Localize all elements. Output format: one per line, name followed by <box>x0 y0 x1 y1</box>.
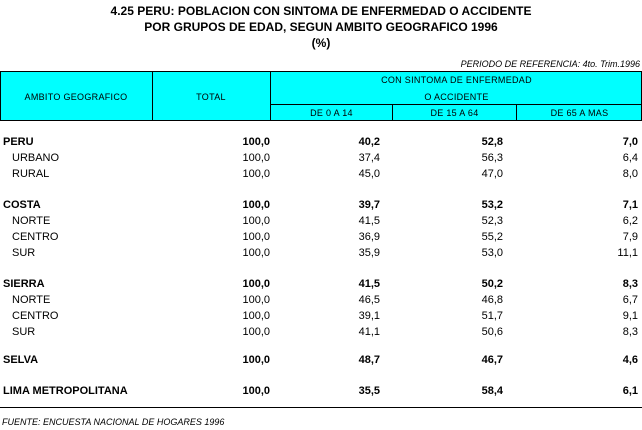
row-total: 100,0 <box>242 326 270 338</box>
row-label: CENTRO <box>12 231 59 243</box>
row-65-mas: 6,1 <box>622 385 638 397</box>
row-label: NORTE <box>12 294 51 306</box>
table-row <box>0 292 642 308</box>
table-row <box>0 166 642 182</box>
row-15-64: 50,6 <box>481 326 503 338</box>
row-15-64: 56,3 <box>481 152 503 164</box>
row-65-mas: 4,6 <box>622 354 638 366</box>
row-0-14: 39,1 <box>358 310 380 322</box>
row-0-14: 40,2 <box>358 136 380 148</box>
table-row <box>0 197 642 213</box>
header-total: TOTAL <box>196 92 226 102</box>
header-divider-1 <box>152 71 153 121</box>
table-row <box>0 308 642 324</box>
row-15-64: 55,2 <box>481 231 503 243</box>
row-total: 100,0 <box>242 215 270 227</box>
reference-period: PERIODO DE REFERENCIA: 4to. Trim.1996 <box>460 59 640 69</box>
title-line-3: (%) <box>311 36 331 50</box>
title-line-1: 4.25 PERU: POBLACION CON SINTOMA DE ENFERMEDAD O ACCIDENTE <box>110 4 532 18</box>
header-bottom-rule <box>0 120 642 121</box>
header-group-line2: O ACCIDENTE <box>424 92 489 102</box>
row-label: SUR <box>12 326 36 338</box>
row-0-14: 37,4 <box>358 152 380 164</box>
row-65-mas: 11,1 <box>617 247 638 259</box>
table-row <box>0 245 642 261</box>
row-label: SIERRA <box>3 278 45 290</box>
header-col-65-mas: DE 65 A MAS <box>550 108 609 118</box>
row-total: 100,0 <box>242 310 270 322</box>
table-header <box>0 72 642 120</box>
table-title <box>0 3 642 51</box>
row-label: URBANO <box>12 152 60 164</box>
row-15-64: 50,2 <box>481 278 503 290</box>
row-0-14: 46,5 <box>358 294 380 306</box>
row-label: SELVA <box>3 354 39 366</box>
row-65-mas: 8,3 <box>622 278 638 290</box>
row-total: 100,0 <box>242 354 270 366</box>
header-divider-3 <box>392 104 393 121</box>
table-row <box>0 213 642 229</box>
row-0-14: 41,5 <box>358 278 380 290</box>
row-65-mas: 7,0 <box>622 136 638 148</box>
row-0-14: 35,9 <box>358 247 380 259</box>
row-15-64: 53,2 <box>481 199 503 211</box>
header-ambito: AMBITO GEOGRAFICO <box>24 92 128 102</box>
row-label: NORTE <box>12 215 51 227</box>
row-65-mas: 6,2 <box>622 215 638 227</box>
row-label: CENTRO <box>12 310 59 322</box>
header-col-15-64: DE 15 A 64 <box>430 108 479 118</box>
table-row <box>0 150 642 166</box>
row-0-14: 39,7 <box>358 199 380 211</box>
row-total: 100,0 <box>242 152 270 164</box>
row-65-mas: 8,3 <box>622 326 638 338</box>
table-row <box>0 134 642 150</box>
row-total: 100,0 <box>242 385 270 397</box>
header-left-border <box>0 71 1 121</box>
row-label: SUR <box>12 247 36 259</box>
row-0-14: 35,5 <box>358 385 380 397</box>
row-15-64: 46,7 <box>481 354 503 366</box>
row-15-64: 52,8 <box>481 136 503 148</box>
row-65-mas: 7,9 <box>622 231 638 243</box>
row-label: LIMA METROPOLITANA <box>3 385 128 397</box>
row-65-mas: 7,1 <box>622 199 638 211</box>
title-line-2: POR GRUPOS DE EDAD, SEGUN AMBITO GEOGRAFICO 1996 <box>144 20 498 34</box>
header-divider-2 <box>270 71 271 121</box>
row-label: PERU <box>3 136 34 148</box>
row-15-64: 46,8 <box>481 294 503 306</box>
row-0-14: 45,0 <box>358 168 380 180</box>
header-col-0-14: DE 0 A 14 <box>310 108 353 118</box>
row-total: 100,0 <box>242 199 270 211</box>
row-15-64: 53,0 <box>481 247 503 259</box>
table-row <box>0 229 642 245</box>
row-15-64: 51,7 <box>481 310 503 322</box>
row-15-64: 52,3 <box>481 215 503 227</box>
header-subgroup-rule <box>271 104 642 105</box>
row-15-64: 58,4 <box>481 385 503 397</box>
table-bottom-rule <box>0 407 642 408</box>
row-0-14: 41,1 <box>358 326 380 338</box>
row-total: 100,0 <box>242 294 270 306</box>
row-0-14: 48,7 <box>358 354 380 366</box>
row-0-14: 41,5 <box>358 215 380 227</box>
row-65-mas: 9,1 <box>622 310 638 322</box>
row-label: RURAL <box>12 168 50 180</box>
row-label: COSTA <box>3 199 41 211</box>
table-row <box>0 352 642 368</box>
header-group-line1: CON SINTOMA DE ENFERMEDAD <box>381 75 532 85</box>
row-total: 100,0 <box>242 231 270 243</box>
header-divider-4 <box>516 104 517 121</box>
table-row <box>0 383 642 399</box>
row-total: 100,0 <box>242 247 270 259</box>
source-note: FUENTE: ENCUESTA NACIONAL DE HOGARES 1996 <box>2 417 225 427</box>
row-15-64: 47,0 <box>481 168 503 180</box>
header-top-rule <box>0 71 642 72</box>
row-65-mas: 6,4 <box>622 152 638 164</box>
row-65-mas: 8,0 <box>622 168 638 180</box>
row-total: 100,0 <box>242 168 270 180</box>
row-total: 100,0 <box>242 136 270 148</box>
table-row <box>0 324 642 340</box>
table-row <box>0 276 642 292</box>
row-65-mas: 6,7 <box>622 294 638 306</box>
row-0-14: 36,9 <box>358 231 380 243</box>
row-total: 100,0 <box>242 278 270 290</box>
